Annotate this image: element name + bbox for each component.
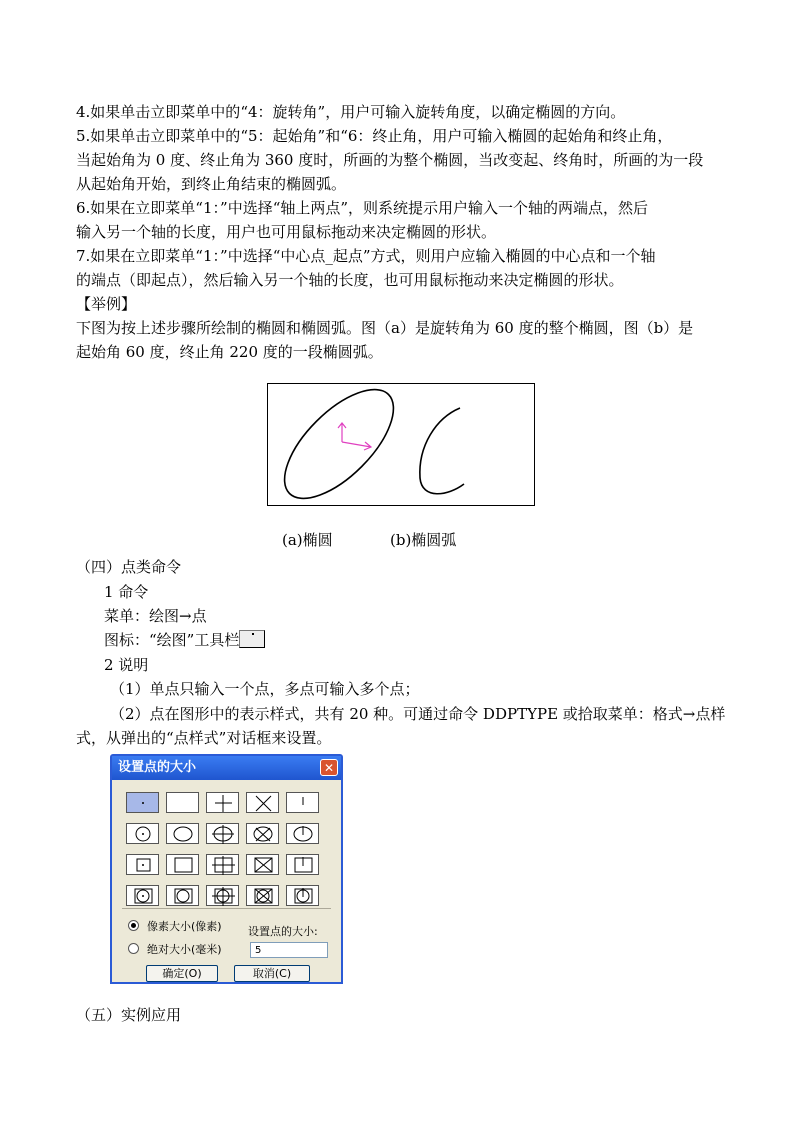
point-style-square-tick[interactable] <box>286 854 319 875</box>
point-style-cross[interactable] <box>246 792 279 813</box>
radio-checked-icon[interactable] <box>128 920 139 931</box>
radio-absolute-size[interactable] <box>128 942 222 958</box>
paragraph-line: 5.如果单击立即菜单中的“5：起始角”和“6：终止角，用户可输入椭圆的起始角和终止角， <box>76 127 673 145</box>
radio-pixel-label: 像素大小(像素) <box>147 920 222 933</box>
point-style-circle-dot[interactable] <box>126 823 159 844</box>
list-item: （2）点在图形中的表示样式，共有 20 种。可通过命令 DDPTYPE 或拾取菜单：格式→点样 <box>110 705 726 723</box>
section-heading: （四）点类命令 <box>76 558 182 576</box>
point-style-circle-cross[interactable] <box>246 823 279 844</box>
paragraph-line: 起始角 60 度，终止角 220 度的一段椭圆弧。 <box>76 343 383 361</box>
close-icon[interactable]: ✕ <box>320 759 338 776</box>
ok-button[interactable]: 确定(O) <box>146 965 218 982</box>
paragraph-line: 7.如果在立即菜单“1：”中选择“中心点_起点”方式，则用户应输入椭圆的中心点和一个轴 <box>76 247 656 265</box>
ellipse-figure <box>267 383 535 506</box>
point-style-circle[interactable] <box>166 823 199 844</box>
paragraph-line: 4.如果单击立即菜单中的“4：旋转角”，用户可输入旋转角度，以确定椭圆的方向。 <box>76 103 626 121</box>
paragraph-line: 的端点（即起点），然后输入另一个轴的长度，也可用鼠标拖动来决定椭圆的形状。 <box>76 271 624 289</box>
caption-b: (b)椭圆弧 <box>390 531 457 549</box>
list-item: （1）单点只输入一个点，多点可输入多个点； <box>110 680 420 698</box>
ellipse-figure-svg <box>268 384 534 505</box>
dialog-title: 设置点的大小 <box>118 760 197 775</box>
point-style-dot[interactable] <box>126 792 159 813</box>
point-tool-icon[interactable] <box>239 630 265 648</box>
point-style-circle-tick[interactable] <box>286 823 319 844</box>
caption-a: (a)椭圆 <box>282 531 333 549</box>
point-style-none[interactable] <box>166 792 199 813</box>
point-style-circle-square-cross[interactable] <box>246 885 279 906</box>
point-style-circle-square[interactable] <box>166 885 199 906</box>
example-heading: 【举例】 <box>76 295 137 313</box>
point-style-circle-square-plus[interactable] <box>206 885 239 906</box>
menu-path: 菜单：绘图→点 <box>104 607 207 625</box>
point-style-grid <box>126 792 331 906</box>
divider <box>122 908 331 909</box>
paragraph-line: 输入另一个轴的长度，用户也可用鼠标拖动来决定椭圆的形状。 <box>76 223 497 241</box>
point-style-circle-square-tick[interactable] <box>286 885 319 906</box>
axis-arrow-icon <box>338 423 371 450</box>
point-style-square[interactable] <box>166 854 199 875</box>
paragraph-line: 下图为按上述步骤所绘制的椭圆和椭圆弧。图（a）是旋转角为 60 度的整个椭圆，图（b）是 <box>76 319 694 337</box>
subheading: 1 命令 <box>104 583 149 601</box>
subheading: 2 说明 <box>104 656 149 674</box>
point-style-square-cross[interactable] <box>246 854 279 875</box>
radio-unchecked-icon[interactable] <box>128 943 139 954</box>
radio-absolute-label: 绝对大小(毫米) <box>147 943 222 956</box>
point-style-tick[interactable] <box>286 792 319 813</box>
ellipse-arc <box>420 408 464 494</box>
list-item: 式，从弹出的“点样式”对话框来设置。 <box>76 729 332 747</box>
point-style-square-plus[interactable] <box>206 854 239 875</box>
paragraph-line: 6.如果在立即菜单“1：”中选择“轴上两点”，则系统提示用户输入一个轴的两端点，然后 <box>76 199 649 217</box>
size-label: 设置点的大小: <box>248 925 318 938</box>
point-size-dialog <box>110 754 343 984</box>
paragraph-line: 当起始角为 0 度、终止角为 360 度时，所画的为整个椭圆，当改变起、终角时，所画的为一段 <box>76 151 704 169</box>
paragraph-line: 从起始角开始，到终止角结束的椭圆弧。 <box>76 175 347 193</box>
point-style-square-dot[interactable] <box>126 854 159 875</box>
point-style-circle-square-dot[interactable] <box>126 885 159 906</box>
radio-pixel-size[interactable] <box>128 919 222 935</box>
full-ellipse <box>268 384 411 505</box>
point-size-input[interactable]: 5 <box>250 942 328 958</box>
toolbar-label: 图标：“绘图”工具栏 <box>104 631 240 649</box>
toolbar-line <box>104 628 265 652</box>
section-heading: （五）实例应用 <box>76 1006 182 1024</box>
cancel-button[interactable]: 取消(C) <box>234 965 310 982</box>
point-style-circle-plus[interactable] <box>206 823 239 844</box>
point-style-plus[interactable] <box>206 792 239 813</box>
dialog-title-bar <box>112 756 341 780</box>
